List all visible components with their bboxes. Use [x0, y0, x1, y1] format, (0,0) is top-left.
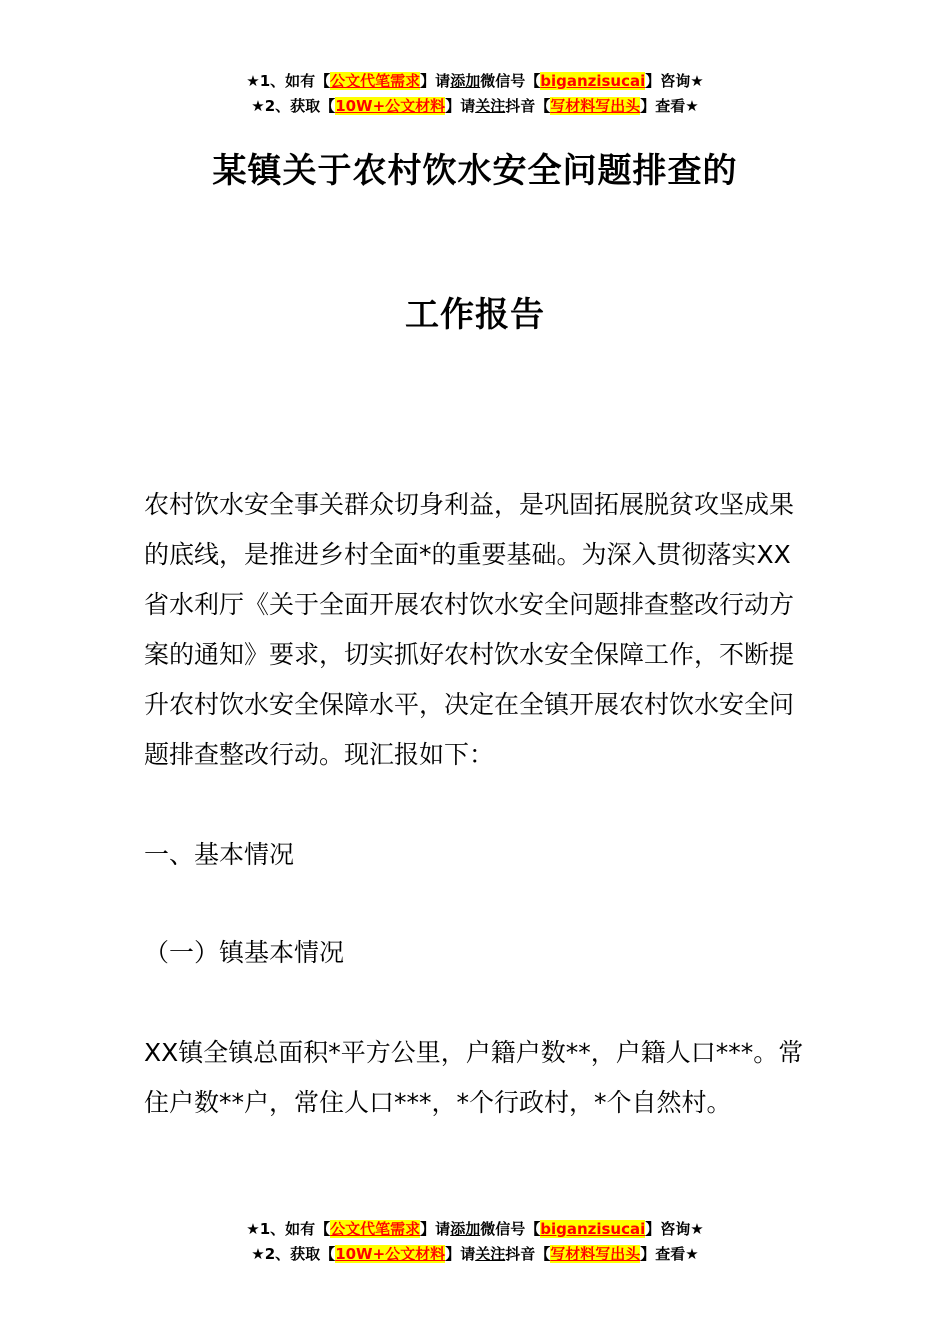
promo-line-1-prefix: ★1、如有【 — [246, 72, 331, 90]
promo-line-1-mid-1: 】请 — [420, 72, 451, 90]
intro-paragraph-block — [144, 480, 810, 780]
document-title-line-2: 工作报告 — [405, 295, 545, 335]
document-title-line-1: 某镇关于农村饮水安全问题排查的 — [212, 151, 738, 191]
promo-line-1-underline: 添加 — [450, 72, 481, 90]
promo-line-1-highlight-1: 公文代笔需求 — [330, 72, 421, 90]
promo-line-2-bottom-prefix: ★2、获取【 — [251, 1245, 336, 1263]
promo-line-2-suffix: 】查看★ — [640, 97, 699, 115]
promo-line-1-bottom-highlight-2: biganzisucai — [540, 1220, 646, 1238]
body-paragraph-block — [144, 1028, 810, 1128]
promo-line-2-bottom-highlight-2: 写材料写出头 — [550, 1245, 641, 1263]
promo-line-2-highlight-2: 写材料写出头 — [550, 97, 641, 115]
promo-line-1-highlight-2: biganzisucai — [540, 72, 646, 90]
promo-line-2-prefix: ★2、获取【 — [251, 97, 336, 115]
promo-line-1-bottom-suffix: 】咨询★ — [645, 1220, 704, 1238]
promo-line-1-bottom-mid-2: 微信号【 — [480, 1220, 541, 1238]
promo-line-2-underline: 关注 — [475, 97, 506, 115]
promo-line-1-bottom-underline: 添加 — [450, 1220, 481, 1238]
promo-line-1-bottom — [0, 1217, 950, 1242]
promo-line-1-mid-2: 微信号【 — [480, 72, 541, 90]
subsection-heading-town-info: （一）镇基本情况 — [144, 938, 345, 967]
promo-banner-top — [0, 69, 950, 119]
promo-line-2-bottom-mid-1: 】请 — [445, 1245, 476, 1263]
promo-line-2-bottom-mid-2: 抖音【 — [505, 1245, 551, 1263]
promo-line-1 — [0, 69, 950, 94]
town-info-paragraph: XX镇全镇总面积*平方公里，户籍户数**，户籍人口***。常住户数**户，常住人口***，*个行政村，*个自然村。 — [144, 1038, 804, 1117]
promo-line-2-bottom-underline: 关注 — [475, 1245, 506, 1263]
promo-line-2-highlight-1: 10W+公文材料 — [335, 97, 446, 115]
promo-line-1-bottom-highlight-1: 公文代笔需求 — [330, 1220, 421, 1238]
promo-line-1-suffix: 】咨询★ — [645, 72, 704, 90]
promo-line-2-mid-1: 】请 — [445, 97, 476, 115]
intro-paragraph: 农村饮水安全事关群众切身利益，是巩固拓展脱贫攻坚成果的底线，是推进乡村全面*的重要基础。为深入贯彻落实XX省水利厅《关于全面开展农村饮水安全问题排查整改行动方案的通知》要求，切实抓好农村饮水安全保障工作，不断提升农村饮水安全保障水平，决定在全镇开展农村饮水安全问题排查整改行动。现汇报如下： — [144, 490, 795, 769]
subsection-heading-block — [144, 928, 810, 978]
promo-line-1-bottom-mid-1: 】请 — [420, 1220, 451, 1238]
promo-line-1-bottom-prefix: ★1、如有【 — [246, 1220, 331, 1238]
section-heading-block — [144, 830, 810, 880]
promo-line-2-mid-2: 抖音【 — [505, 97, 551, 115]
promo-line-2-bottom-suffix: 】查看★ — [640, 1245, 699, 1263]
section-heading-basic-info: 一、基本情况 — [144, 840, 295, 869]
promo-banner-bottom — [0, 1217, 950, 1267]
promo-line-2 — [0, 94, 950, 119]
promo-line-2-bottom-highlight-1: 10W+公文材料 — [335, 1245, 446, 1263]
promo-line-2-bottom — [0, 1242, 950, 1267]
